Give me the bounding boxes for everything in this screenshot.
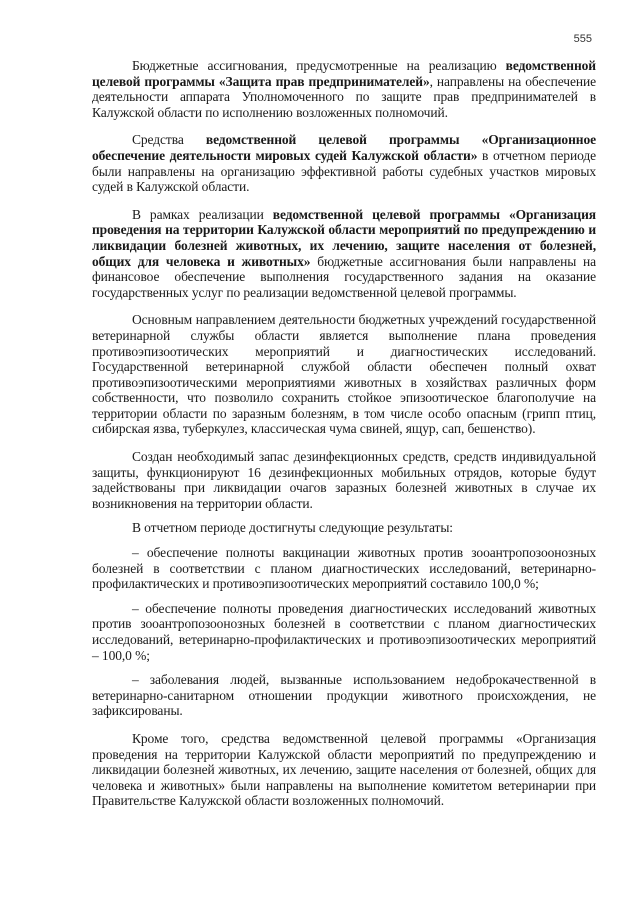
paragraph-3-text-a: В рамках реализации	[132, 206, 273, 222]
paragraph-6: В отчетном периоде достигнуты следующие результаты:	[132, 520, 453, 536]
paragraph-5: Создан необходимый запас дезинфекционных средств, средств индивидуальной защиты, функционируют 16 дезинфекционных мобильных отрядов, которые будут задействованы при ликвидации очагов заразных болезней животных в случае их возникновения на территории области.	[92, 449, 596, 511]
paragraph-2-bold: ведомственной целевой программы «Организационное обеспечение деятельности мировых судей Калужской области»	[92, 132, 596, 163]
result-item-2: – обеспечение полноты проведения диагностических исследований животных против зооантропозоонозных болезней в соответствии с планом диагностических исследований, ветеринарно-профилактических и противоэпизоотических мероприятий – 100,0 %;	[92, 600, 596, 663]
paragraph-1	[92, 58, 596, 120]
paragraph-3-text-b: бюджетные ассигнования были направлены на финансовое обеспечение выполнения государственного задания на оказание государственных услуг по реализации ведомственной целевой программы.	[92, 253, 596, 300]
document-body	[92, 58, 596, 818]
paragraph-2	[92, 132, 596, 194]
paragraph-1-text-b: , направлены на обеспечение деятельности аппарата Уполномоченного по защите прав предпринимателей в Калужской области по исполнению возложенных полномочий.	[92, 73, 596, 120]
paragraph-2-text-b: в отчетном периоде были направлены на организацию эффективной работы судебных участков мировых судей в Калужской области.	[92, 147, 596, 195]
result-item-1: – обеспечение полноты вакцинации животных против зооантропозоонозных болезней в соответствии с планом диагностических исследований, ветеринарно-профилактических и противоэпизоотических мероприятий составило 100,0 %;	[92, 545, 596, 592]
paragraph-1-bold: ведомственной целевой программы «Защита прав предпринимателей»	[92, 58, 596, 89]
paragraph-2-text-a: Средства	[132, 132, 206, 148]
paragraph-3-bold: ведомственной целевой программы «Организация проведения на территории Калужской области мероприятий по предупреждению и ликвидации болезней животных, их лечению, защите населения от болезней, общих для человека и животных»	[92, 206, 596, 269]
paragraph-10: Кроме того, средства ведомственной целевой программы «Организация проведения на территории Калужской области мероприятий по предупреждению и ликвидации болезней животных, их лечению, защите населения от болезней, общих для человека и животных» были направлены на выполнение комитетом ветеринарии при Правительстве Калужской области возложенных полномочий.	[92, 730, 596, 809]
paragraph-3	[92, 207, 596, 301]
paragraph-4: Основным направлением деятельности бюджетных учреждений государственной ветеринарной службы области является выполнение плана проведения противоэпизоотических мероприятий и диагностических исследований. Государственной ветеринарной службой области обеспечен полный охват противоэпизоотическими мероприятиями животных в хозяйствах различных форм собственности, что позволило сохранить стойкое эпизоотическое благополучие на территории области по заразным болезням, в том числе особо опасным (грипп птиц, сибирская язва, туберкулез, классическая чума свиней, ящур, сап, бешенство).	[92, 312, 596, 437]
result-item-3: – заболевания людей, вызванные использованием недоброкачественной в ветеринарно-санитарном отношении продукции животного происхождения, не зафиксированы.	[92, 672, 596, 719]
page-number: 555	[573, 33, 592, 45]
paragraph-1-text-a: Бюджетные ассигнования, предусмотренные на реализацию	[132, 58, 506, 73]
